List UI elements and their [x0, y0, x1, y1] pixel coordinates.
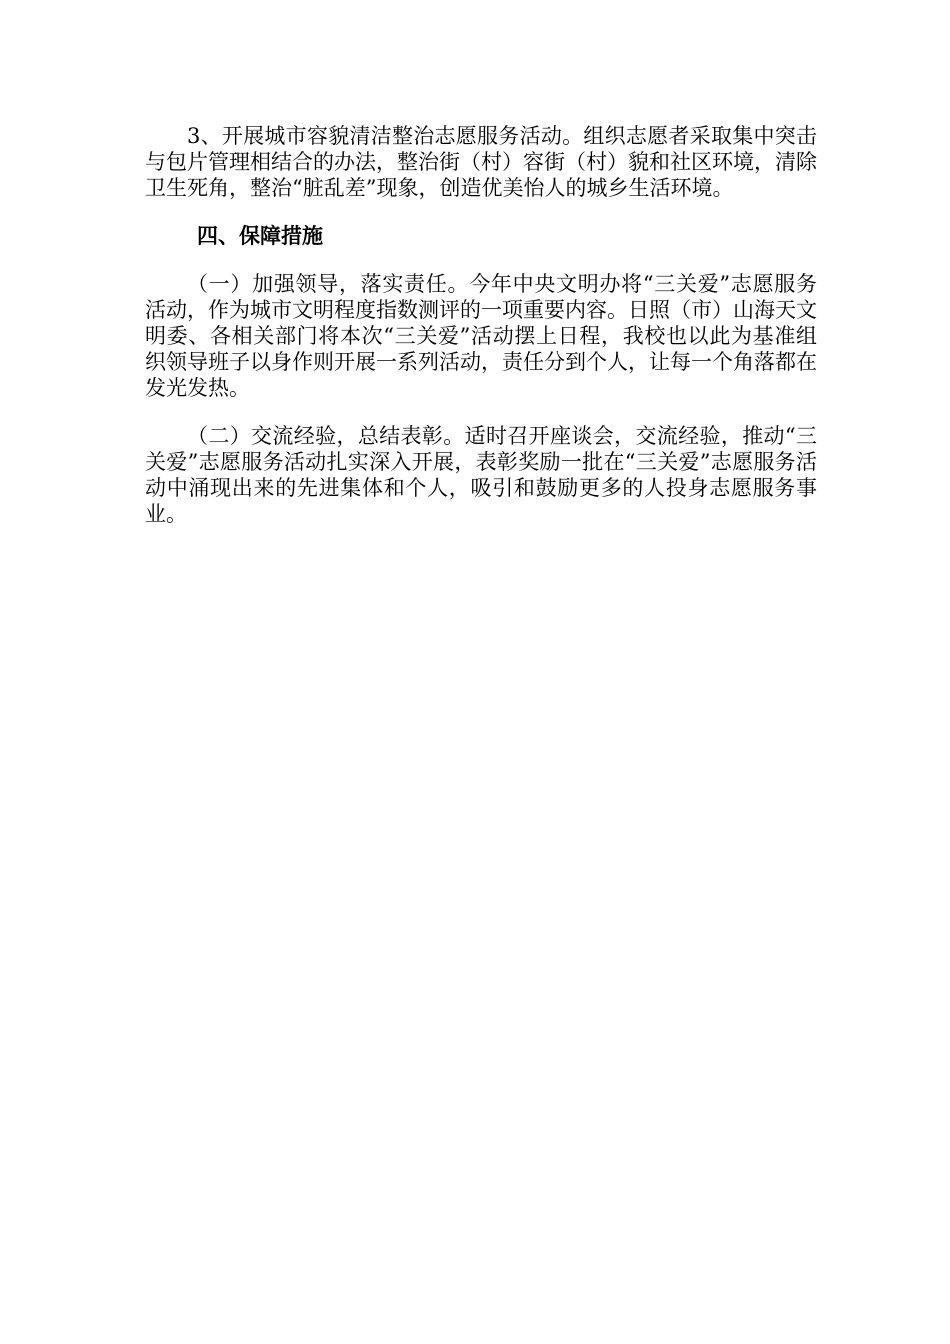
paragraph-measure-1: （一）加强领导，落实责任。今年中央文明办将“三关爱”志愿服务活动，作为城市文明程度指数测评的一项重要内容。日照（市）山海天文明委、各相关部门将本次“三关爱”活动摆上日程，我校也以此为基准组织领导班子以身作则开展一系列活动，责任分到个人，让每一个角落都在发光发热。 [145, 272, 817, 400]
paragraph-measure-2: （二）交流经验，总结表彰。适时召开座谈会，交流经验，推动“三关爱”志愿服务活动扎实深入开展，表彰奖励一批在“三关爱”志愿服务活动中涌现出来的先进集体和个人，吸引和鼓励更多的人投身志愿服务事业。 [145, 424, 817, 526]
paragraph-item-3: 3、开展城市容貌清洁整治志愿服务活动。组织志愿者采取集中突击与包片管理相结合的办法，整治街（村）容街（村）貌和社区环境，清除卫生死角，整治“脏乱差”现象，创造优美怡人的城乡生活环境。 [145, 124, 817, 200]
section-heading-safeguards: 四、保障措施 [197, 223, 323, 248]
document-body [145, 123, 817, 527]
